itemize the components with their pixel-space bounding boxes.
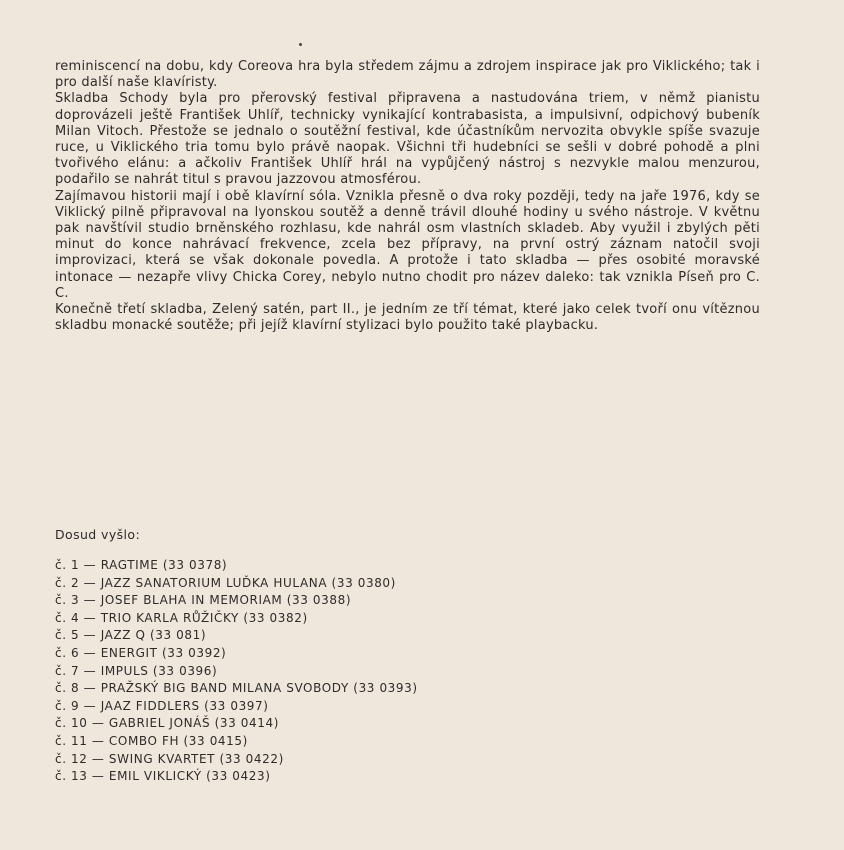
- release-item: č. 4 — TRIO KARLA RŮŽIČKY (33 0382): [55, 610, 308, 625]
- paragraph-3: Zajímavou historii mají i obě klavírní sóla. Vznikla přesně o dva roky později, tedy na jaře 1976, kdy se Viklický pilně připravoval na lyonskou soutěž a denně trávil dlouhé hodiny u svého nástroje. V květnu pak navštívil studio brněnského rozhlasu, kde nahrál osm vlastních skladeb. Aby využil i zbylých pěti minut do konce nahrávací frekvence, zcela bez přípravy, na první ostrý záznam natočil svoji improvizaci, která se však dokonale povedla. A protože i tato skladba — přes osobité moravské intonace — nezapře vlivy Chicka Corey, nebylo nutno chodit pro název daleko: tak vznikla Píseň pro C. C.: [55, 188, 760, 301]
- release-list: [55, 557, 575, 786]
- release-item: č. 5 — JAZZ Q (33 081): [55, 628, 207, 643]
- page-dot: [299, 43, 302, 46]
- release-item: č. 13 — EMIL VIKLICKÝ (33 0423): [55, 769, 271, 784]
- release-item: č. 9 — JAAZ FIDDLERS (33 0397): [55, 698, 269, 713]
- release-item: č. 10 — GABRIEL JONÁŠ (33 0414): [55, 716, 280, 731]
- release-item: č. 1 — RAGTIME (33 0378): [55, 558, 228, 572]
- release-item: č. 11 — COMBO FH (33 0415): [55, 733, 248, 748]
- paragraph-4: Konečně třetí skladba, Zelený satén, part II., je jedním ze tří témat, které jako celek tvoří onu vítěznou skladbu monacké soutěže; při jejíž klavírní stylizaci bylo použito také playbacku.: [55, 302, 760, 334]
- released-title: Dosud vyšlo:: [55, 527, 141, 542]
- paragraph-2: Skladba Schody byla pro přerovský festival připravena a nastudována triem, v němž pianistu doprovázeli ještě František Uhlíř, technicky vynikající kontrabasista, a impulsivní, odpichový bubeník Milan Vitoch. Přestože se jednalo o soutěžní festival, kde účastníkům nervozita obvykle spíše svazuje ruce, u Viklického tria tomu bylo právě naopak. Všichni tři hudebníci se sešli v dobré pohodě a plni tvořivého elánu: a ačkoliv František Uhlíř hrál na vypůjčený nástroj s nezvykle malou menzurou, podařilo se nahrát titul s pravou jazzovou atmosférou.: [55, 91, 760, 188]
- release-item: č. 3 — JOSEF BLAHA IN MEMORIAM (33 0388): [55, 593, 352, 608]
- release-item: č. 8 — PRAŽSKÝ BIG BAND MILANA SVOBODY (33 0393): [55, 681, 418, 696]
- paragraph-1: reminiscencí na dobu, kdy Coreova hra byla středem zájmu a zdrojem inspirace jak pro Viklického; tak i pro další naše klavíristy.: [55, 59, 760, 91]
- release-item: č. 12 — SWING KVARTET (33 0422): [55, 751, 284, 766]
- liner-notes-text: [55, 59, 760, 334]
- release-item: č. 6 — ENERGIT (33 0392): [55, 645, 227, 660]
- released-section: [55, 527, 575, 786]
- release-item: č. 7 — IMPULS (33 0396): [55, 663, 218, 678]
- release-item: č. 2 — JAZZ SANATORIUM LUĎKA HULANA (33 0380): [55, 575, 396, 590]
